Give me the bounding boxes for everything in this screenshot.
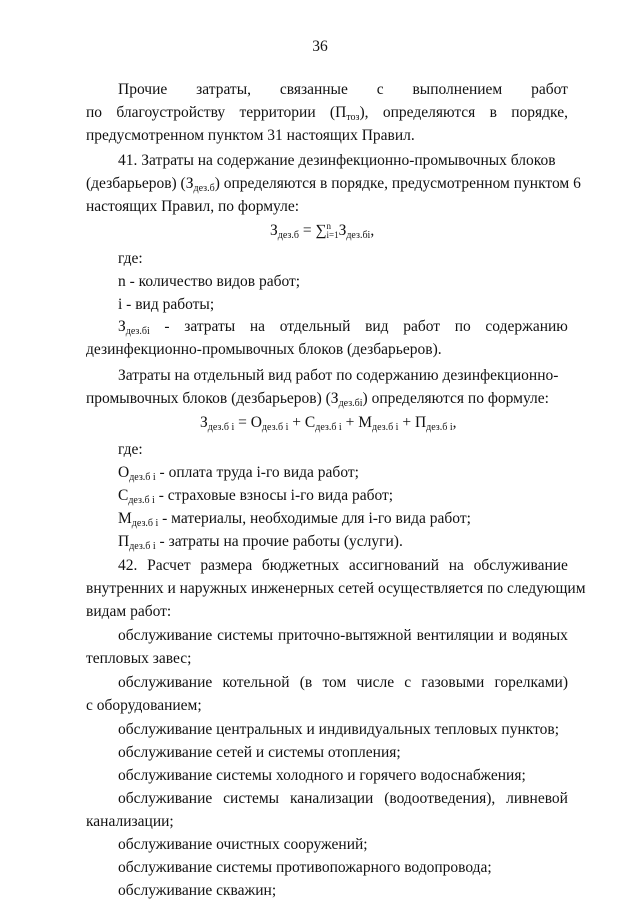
- word: на: [448, 557, 464, 574]
- word: с: [404, 674, 412, 691]
- word: (водоотведения),: [384, 790, 496, 807]
- item-sewer-line2: канализации;: [86, 813, 174, 830]
- p42-line3: видам работ:: [86, 603, 172, 620]
- def-z-line2: дезинфекционно-промывочных блоков (дезбарьеров).: [86, 341, 442, 358]
- word: выполнением: [412, 81, 503, 98]
- word: вентиляции: [416, 627, 494, 644]
- p42-line2: внутренних и наружных инженерных сетей осуществляется по следующим: [86, 580, 586, 597]
- item-boiler-line1: [118, 674, 568, 692]
- p1-line2: [86, 104, 568, 127]
- item-heating: обслуживание сетей и системы отопления;: [118, 744, 401, 761]
- item-water: обслуживание системы холодного и горячего водоснабжения;: [118, 767, 526, 784]
- word: системы: [223, 790, 280, 807]
- def-i: i - вид работы;: [118, 296, 215, 313]
- word: обслуживание: [118, 674, 213, 691]
- item-ventilation-line1: [118, 627, 568, 645]
- word: горелками): [494, 674, 568, 691]
- word: связанные: [279, 81, 348, 98]
- word: 42.: [118, 557, 138, 574]
- item-wells: обслуживание скважин;: [118, 882, 277, 899]
- word: и: [498, 627, 508, 644]
- def-p: $П_{дез.б i}$ - затраты на прочие работы (услуги).: [118, 533, 403, 552]
- word: затраты,: [196, 81, 251, 98]
- pwork-line2: промывочных блоков (дезбарьеров) $(З_{дез.бi})$ определяются по формуле:: [86, 390, 549, 409]
- word: котельной: [222, 674, 290, 691]
- word: водяных: [511, 627, 568, 644]
- p1-line1: [118, 81, 568, 99]
- ptoz-symbol: $(П_{тоз})$,: [329, 104, 369, 123]
- item-fire-water: обслуживание системы противопожарного водопровода;: [118, 859, 492, 876]
- item-boiler-line2: с оборудованием;: [86, 697, 202, 714]
- formula-2: $З_{дез.б i} = О_{дез.б i} + С_{дез.б i} + М_{дез.б i} + П_{дез.б i}$,: [200, 414, 457, 433]
- z-symbol: $З_{дез.бi}$: [118, 318, 150, 337]
- word: обслуживание: [473, 557, 568, 574]
- p1-word: определяются: [382, 104, 476, 121]
- word: числе: [356, 674, 395, 691]
- page-number: 36: [312, 38, 328, 55]
- def-z-line1: $З_{дез.бi}$ - затраты на отдельный вид работ по содержанию: [118, 318, 568, 341]
- p1-word: территории: [239, 104, 316, 121]
- word: бюджетных: [261, 557, 340, 574]
- p41-line1: 41. Затраты на содержание дезинфекционно-промывочных блоков: [118, 152, 556, 169]
- p42-line1: [118, 557, 568, 575]
- pwork-line1: Затраты на отдельный вид работ по содержанию дезинфекционно-: [118, 367, 559, 384]
- word: ассигнований: [348, 557, 440, 574]
- formula-1: $З_{дез.б}$ = ∑ n i=1 $З_{дез.бi}$,: [270, 221, 375, 241]
- def-o: $О_{дез.б i}$ - оплата труда i-го вида работ;: [118, 464, 359, 483]
- item-heat-points: обслуживание центральных и индивидуальных тепловых пунктов;: [118, 721, 560, 738]
- p1-word: порядке,: [511, 104, 568, 121]
- word: канализации: [289, 790, 374, 807]
- word: обслуживание: [118, 627, 213, 644]
- where-label-1: где:: [118, 250, 143, 267]
- p1-word: в: [489, 104, 497, 121]
- word: ливневой: [506, 790, 568, 807]
- item-treatment: обслуживание очистных сооружений;: [118, 836, 368, 853]
- word: системы: [217, 627, 274, 644]
- word: обслуживание: [118, 790, 213, 807]
- word: с: [376, 81, 384, 98]
- p1-line3: предусмотренном пунктом 31 настоящих Правил.: [86, 127, 415, 144]
- word: Расчет: [147, 557, 191, 574]
- def-m: $М_{дез.б i}$ - материалы, необходимые для i-го вида работ;: [118, 510, 471, 529]
- item-ventilation-line2: тепловых завес;: [86, 650, 192, 667]
- word: (в: [299, 674, 313, 691]
- word: Прочие: [118, 81, 168, 98]
- word: приточно-вытяжной: [277, 627, 412, 644]
- where-label-2: где:: [118, 441, 143, 458]
- word: работ: [531, 81, 568, 98]
- p41-line3: настоящих Правил, по формуле:: [86, 198, 300, 215]
- def-n: n - количество видов работ;: [118, 273, 301, 290]
- p1-word: благоустройству: [116, 104, 226, 121]
- word: размера: [200, 557, 253, 574]
- item-sewer-line1: [118, 790, 568, 808]
- def-c: $С_{дез.б i}$ - страховые взносы i-го вида работ;: [118, 487, 394, 506]
- word: том: [322, 674, 347, 691]
- p41-line2: (дезбарьеров) $(З_{дез.б})$ определяются в порядке, предусмотренном пунктом 6: [86, 175, 581, 194]
- p1-word: по: [86, 104, 103, 121]
- word: газовыми: [421, 674, 485, 691]
